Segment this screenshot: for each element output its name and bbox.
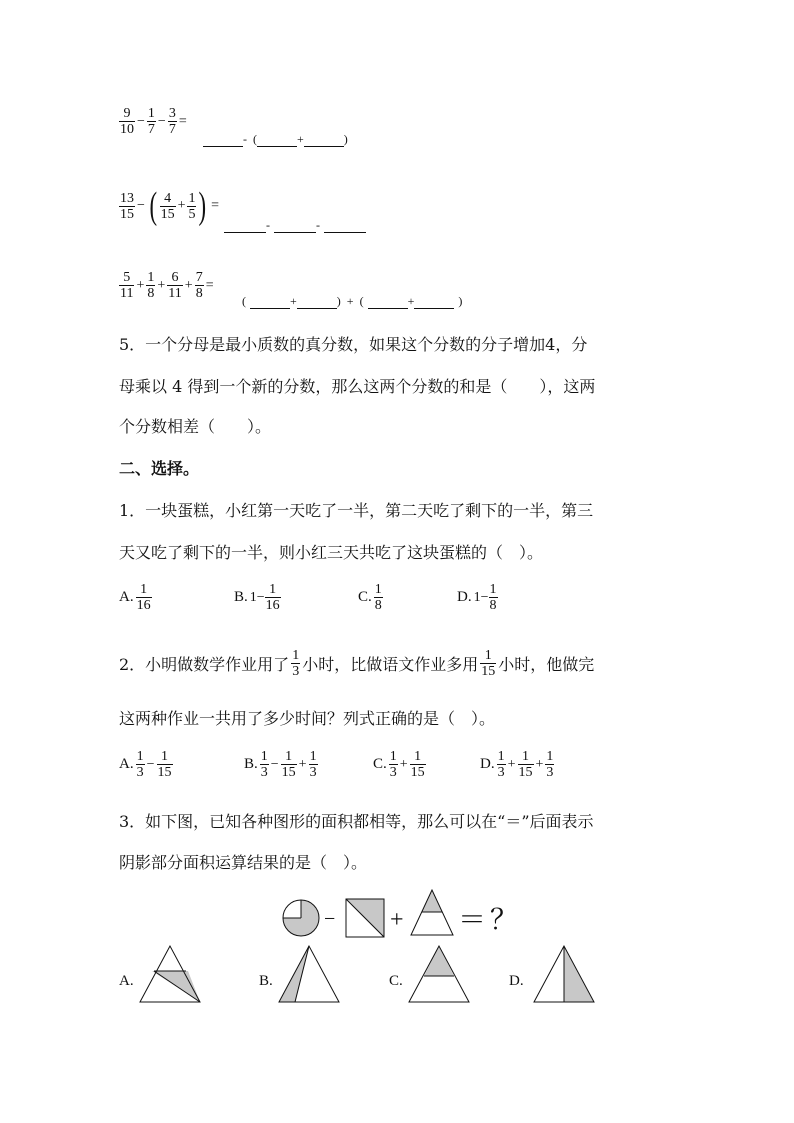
equals-sign: ＝ — [458, 903, 487, 936]
numerator: 1 — [161, 749, 168, 764]
answer-blank[interactable] — [304, 134, 344, 147]
choice-3-option-c[interactable] — [389, 944, 471, 1004]
answer-blank[interactable] — [224, 220, 266, 233]
option-label: D. — [509, 972, 524, 989]
choice-1-option-b[interactable] — [234, 582, 281, 613]
answer-blank[interactable] — [297, 296, 337, 309]
numerator: 1 — [188, 190, 196, 206]
plus-sign: + — [136, 277, 145, 293]
denominator: 16 — [265, 598, 280, 613]
option-label: C. — [358, 589, 372, 605]
equals-sign: = — [211, 198, 220, 213]
numerator: 1 — [546, 749, 554, 764]
option-label: B. — [234, 589, 248, 605]
fraction — [489, 582, 498, 613]
plus-sign: + — [346, 294, 354, 308]
denominator: 15 — [410, 765, 425, 780]
triangle-option-a — [138, 944, 202, 1004]
numerator: 3 — [168, 106, 176, 121]
fraction — [167, 270, 182, 301]
denominator: 8 — [374, 598, 382, 613]
denominator: 11 — [120, 286, 134, 301]
plus-sign: + — [390, 907, 404, 933]
numerator: 13 — [120, 190, 134, 206]
big-paren: ) — [199, 185, 207, 227]
choice-2-option-d[interactable] — [480, 749, 554, 780]
fraction — [545, 749, 554, 780]
fraction — [291, 648, 300, 679]
denominator: 3 — [389, 765, 397, 780]
denominator: 10 — [120, 122, 134, 137]
denominator: 15 — [120, 206, 134, 222]
question-5-line-2: 母乘以 4 得到一个新的分数，那么这两个分数的和是（ ），这两 — [119, 377, 596, 396]
expression-3 — [119, 270, 216, 301]
denominator: 15 — [160, 206, 175, 222]
denominator: 3 — [260, 765, 268, 780]
plus-sign: + — [297, 132, 304, 146]
fraction — [119, 106, 135, 137]
choice-3-option-b[interactable] — [259, 944, 341, 1004]
plus-sign: + — [157, 277, 166, 293]
plus-sign: + — [298, 756, 307, 772]
triangle-option-c — [407, 944, 471, 1004]
numerator: 1 — [147, 106, 155, 121]
triangle-option-d — [532, 944, 596, 1004]
option-label: A. — [119, 756, 134, 772]
answer-blanks-3 — [242, 294, 462, 309]
choice-3-line-1: 3．如下图，已知各种图形的面积都相等，那么可以在“＝”后面表示 — [119, 812, 594, 831]
fraction — [157, 749, 173, 780]
choice-1-option-c[interactable] — [358, 582, 383, 613]
choice-1-option-a[interactable] — [119, 582, 152, 613]
big-paren: ( — [149, 185, 158, 227]
plus-sign: + — [290, 294, 297, 308]
numerator: 7 — [195, 270, 203, 285]
numerator: 1 — [489, 582, 497, 597]
fraction — [195, 270, 204, 301]
numerator: 1 — [285, 749, 293, 764]
numerator: 1 — [136, 749, 144, 764]
paren: ) — [336, 294, 341, 308]
option-prefix: 1− — [249, 589, 265, 605]
paren: ) — [343, 132, 348, 146]
equals-sign: = — [205, 277, 214, 293]
choice-2-option-b[interactable] — [244, 749, 318, 780]
denominator: 8 — [195, 286, 203, 301]
option-label: C. — [389, 972, 403, 989]
denominator: 3 — [136, 765, 144, 780]
plus-sign: + — [177, 198, 186, 213]
denominator: 15 — [518, 765, 533, 780]
fraction — [136, 749, 145, 780]
fraction — [147, 106, 156, 137]
fraction — [119, 270, 134, 301]
question-mark: ？ — [490, 903, 519, 936]
answer-blank[interactable] — [203, 134, 243, 147]
plus-sign: + — [535, 756, 544, 772]
minus-sign: - — [266, 218, 270, 232]
question-text: 小时，比做语文作业多用 — [302, 655, 479, 674]
triangle-figure — [411, 890, 453, 935]
paren: ) — [458, 294, 463, 308]
minus-sign: - — [316, 218, 320, 232]
denominator: 5 — [188, 206, 196, 222]
equation-figure — [280, 887, 520, 939]
denominator: 8 — [489, 598, 497, 613]
fraction — [146, 270, 155, 301]
minus-sign: − — [146, 756, 155, 772]
expression-1 — [119, 106, 189, 137]
fraction — [281, 749, 297, 780]
fraction — [160, 191, 176, 222]
shaded-region — [422, 890, 442, 912]
denominator: 3 — [309, 765, 317, 780]
equals-sign: = — [178, 113, 187, 129]
plus-sign: + — [407, 294, 415, 308]
section-heading: 二、选择。 — [119, 459, 200, 478]
denominator: 3 — [292, 664, 300, 679]
numerator: 1 — [374, 582, 382, 597]
minus-sign: − — [137, 113, 145, 129]
question-5-line-1: 5．一个分母是最小质数的真分数，如果这个分数的分子增加4，分 — [119, 335, 588, 354]
option-label: A. — [119, 972, 134, 989]
numerator: 1 — [484, 648, 492, 663]
quarter-circle-figure — [283, 900, 319, 936]
minus-sign: - — [243, 132, 247, 146]
question-text: 小时，他做完 — [498, 655, 595, 674]
plus-sign: + — [399, 756, 408, 772]
denominator: 16 — [136, 598, 151, 613]
question-text: 2．小明做数学作业用了 — [119, 655, 290, 674]
denominator: 11 — [168, 286, 182, 301]
fraction — [136, 582, 152, 613]
paren: ( — [253, 132, 257, 146]
fraction — [309, 749, 318, 780]
choice-2-line-2: 这两种作业一共用了多少时间？列式正确的是（ ）。 — [119, 709, 496, 728]
fraction — [410, 749, 426, 780]
denominator: 7 — [147, 122, 155, 137]
numerator: 1 — [309, 749, 317, 764]
fraction — [168, 106, 177, 137]
option-label: C. — [373, 756, 387, 772]
answer-blanks-1 — [203, 132, 348, 147]
choice-2-option-c[interactable] — [373, 749, 426, 780]
numerator: 1 — [292, 648, 300, 663]
choice-2-line-1 — [119, 648, 594, 679]
answer-blanks-2 — [224, 218, 366, 233]
choice-1-line-2: 天又吃了剩下的一半，则小红三天共吃了这块蛋糕的（ ）。 — [119, 543, 544, 562]
denominator: 15 — [481, 664, 496, 679]
paren: ( — [242, 294, 246, 308]
denominator: 3 — [546, 765, 554, 780]
numerator: 6 — [171, 270, 179, 285]
choice-2-option-a[interactable] — [119, 749, 173, 780]
choice-1-line-1: 1．一块蛋糕，小红第一天吃了一半，第二天吃了剩下的一半，第三 — [119, 501, 594, 520]
choice-3-option-a[interactable] — [119, 944, 202, 1004]
fraction — [518, 749, 534, 780]
fraction — [389, 749, 398, 780]
answer-blank[interactable] — [274, 220, 316, 233]
minus-sign: − — [270, 756, 279, 772]
square-figure — [346, 899, 384, 937]
denominator: 15 — [157, 765, 172, 780]
minus-sign: − — [157, 113, 166, 129]
numerator: 1 — [269, 582, 277, 597]
choice-1-option-d[interactable] — [457, 582, 498, 613]
numerator: 1 — [260, 749, 268, 764]
numerator: 9 — [123, 106, 131, 121]
question-5-line-3: 个分数相差（ ）。 — [119, 417, 272, 436]
numerator: 4 — [164, 190, 172, 206]
option-label: D. — [480, 756, 495, 772]
option-label: B. — [244, 756, 258, 772]
denominator: 7 — [168, 122, 176, 137]
fraction — [265, 582, 281, 613]
choice-3-line-2: 阴影部分面积运算结果的是（ ）。 — [119, 853, 368, 872]
answer-blank[interactable] — [250, 296, 290, 309]
answer-blank[interactable] — [368, 296, 408, 309]
shaded-region — [424, 946, 454, 976]
answer-blank[interactable] — [257, 134, 297, 147]
plus-sign: + — [507, 756, 516, 772]
triangle-option-b — [277, 944, 341, 1004]
denominator: 15 — [281, 765, 296, 780]
plus-sign: + — [184, 277, 193, 293]
numerator: 1 — [147, 270, 155, 285]
answer-blank[interactable] — [414, 296, 454, 309]
numerator: 1 — [414, 749, 422, 764]
numerator: 1 — [522, 749, 529, 764]
fraction — [374, 582, 383, 613]
fraction — [187, 191, 196, 222]
numerator: 1 — [497, 749, 505, 764]
minus-sign: − — [137, 198, 145, 213]
numerator: 5 — [123, 270, 131, 285]
denominator: 8 — [147, 286, 155, 301]
paren: ( — [359, 294, 364, 308]
fraction — [119, 191, 135, 222]
option-label: B. — [259, 972, 273, 989]
option-label: D. — [457, 589, 472, 605]
answer-blank[interactable] — [324, 220, 366, 233]
fraction — [497, 749, 506, 780]
numerator: 1 — [140, 582, 148, 597]
minus-sign: − — [324, 908, 336, 930]
option-label: A. — [119, 589, 134, 605]
denominator: 3 — [497, 765, 505, 780]
expression-2 — [119, 186, 221, 226]
fraction — [260, 749, 269, 780]
choice-3-option-d[interactable] — [509, 944, 596, 1004]
option-prefix: 1− — [473, 589, 489, 605]
fraction — [480, 648, 496, 679]
numerator: 1 — [389, 749, 397, 764]
